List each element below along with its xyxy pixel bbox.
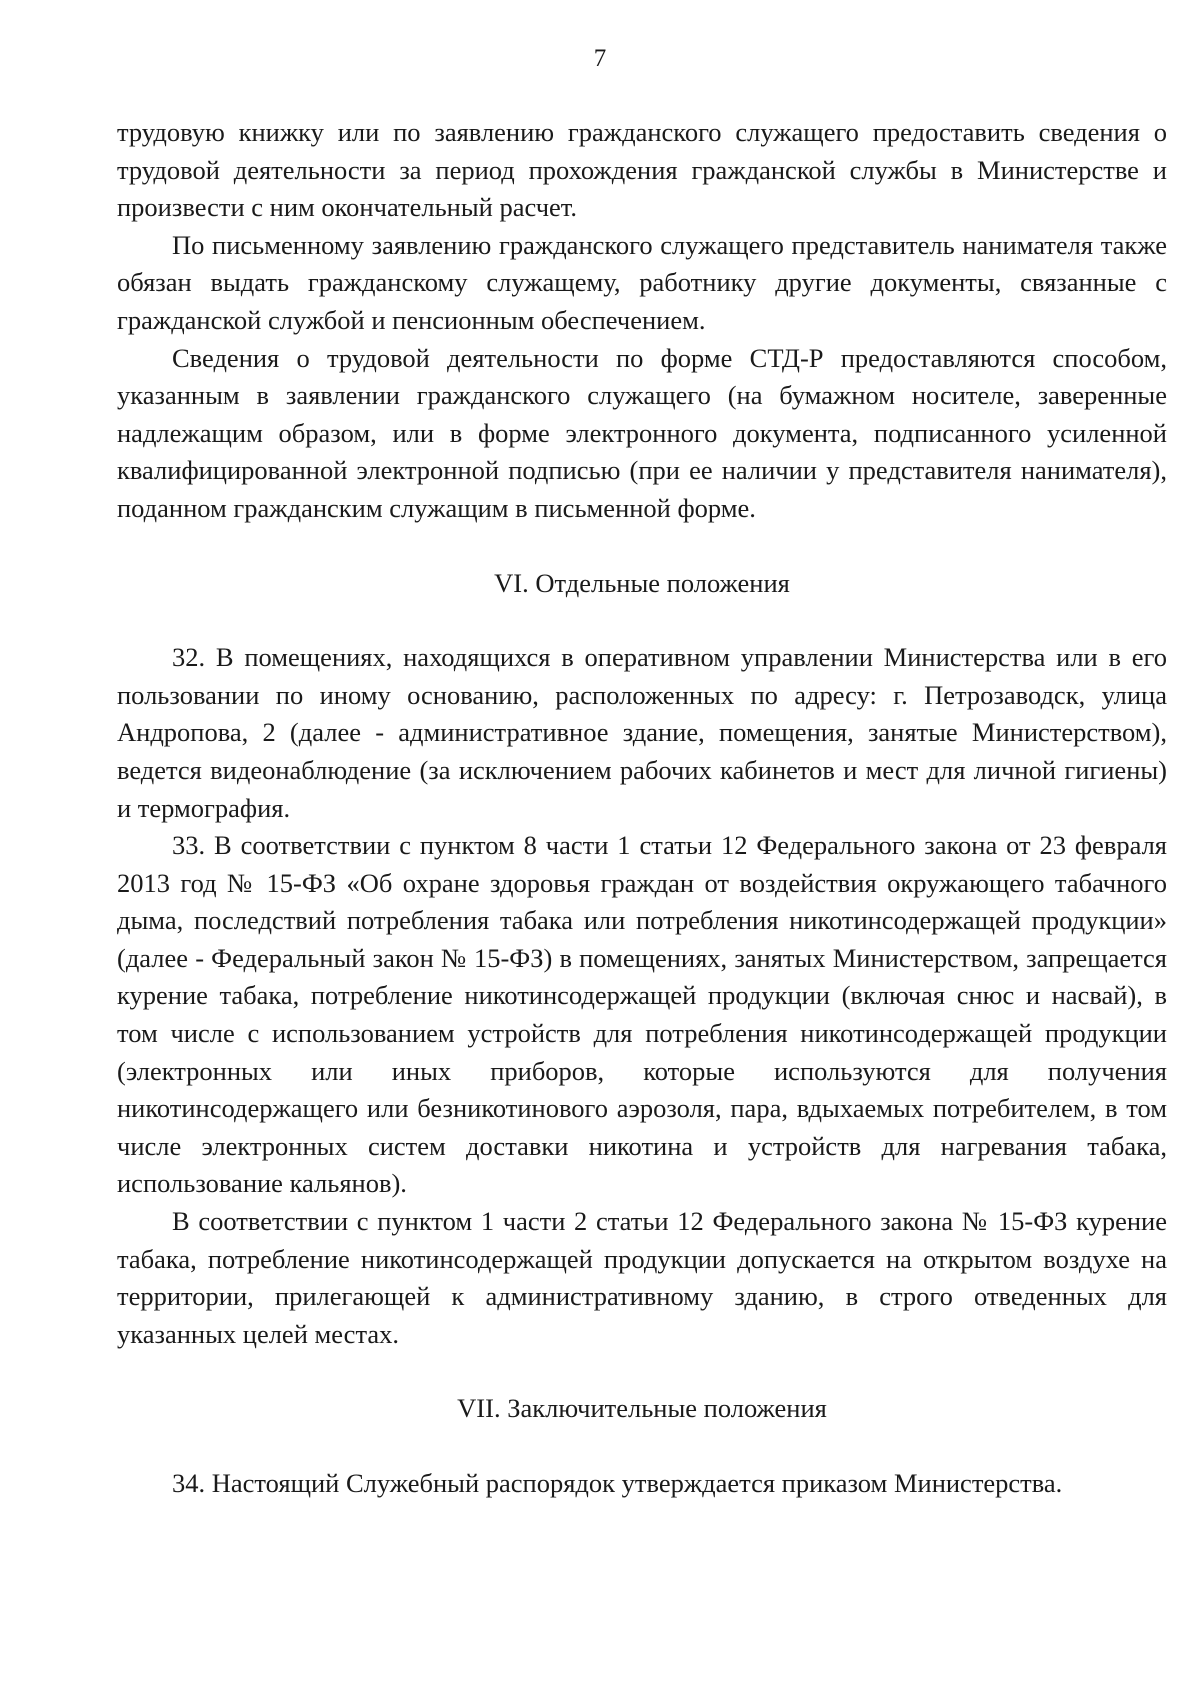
paragraph-std-r: Сведения о трудовой деятельности по форме СТД-Р предоставляются способом, указанным в заявлении гражданского служащего (на бумажном носителе, заверенные надлежащим образом, или в форме электронного документа, подписанного усиленной квалифицированной электронной подписью (при ее наличии у представителя нанимателя), поданном гражданским служащим в письменной форме. bbox=[117, 342, 1167, 523]
section-heading-vi: VI. Отдельные положения bbox=[494, 567, 790, 598]
paragraph-written-request: По письменному заявлению гражданского служащего представитель нанимателя также обязан выдать гражданскому служащему, работнику другие документы, связанные с гражданской службой и пенсионным обеспечением. bbox=[117, 229, 1167, 335]
paragraph-33-continued: В соответствии с пунктом 1 части 2 статьи 12 Федерального закона № 15-ФЗ курение табака, потребление никотинсодержащей продукции допускается на открытом воздухе на территории, прилегающей к административному зданию, в строго отведенных для указанных целей местах. bbox=[117, 1206, 1167, 1349]
paragraph-work-record: трудовую книжку или по заявлению гражданского служащего предоставить сведения о трудовой деятельности за период прохождения гражданской службы в Министерстве и произвести с ним окончательный расчет. bbox=[117, 117, 1167, 223]
paragraph-34: 34. Настоящий Служебный распорядок утверждается приказом Министерства. bbox=[172, 1468, 1063, 1498]
page-number: 7 bbox=[593, 45, 607, 72]
section-heading-vii: VII. Заключительные положения bbox=[457, 1393, 827, 1424]
paragraph-32: 32. В помещениях, находящихся в оперативном управлении Министерства или в его пользовании по иному основанию, расположенных по адресу: г. Петрозаводск, улица Андропова, 2 (далее - административное здание, помещения, занятые Министерством), ведется видеонаблюдение (за исключением рабочих кабинетов и мест для личной гигиены) и термография. bbox=[117, 642, 1167, 823]
paragraph-33: 33. В соответствии с пунктом 8 части 1 статьи 12 Федерального закона от 23 февраля 2013 год № 15-ФЗ «Об охране здоровья граждан от воздействия окружающего табачного дыма, последствий потребления табака или потребления никотинсодержащей продукции» (далее - Федеральный закон № 15-ФЗ) в помещениях, занятых Министерством, запрещается курение табака, потребление никотинсодержащей продукции (включая снюс и насвай), в том числе с использованием устройств для потребления никотинсодержащей продукции (электронных или иных приборов, которые используются для получения никотинсодержащего или безникотинового аэрозоля, пара, вдыхаемых потребителем, в том числе электронных систем доставки никотина и устройств для нагревания табака, использование кальянов). bbox=[117, 830, 1167, 1199]
document-body bbox=[117, 114, 1167, 1503]
